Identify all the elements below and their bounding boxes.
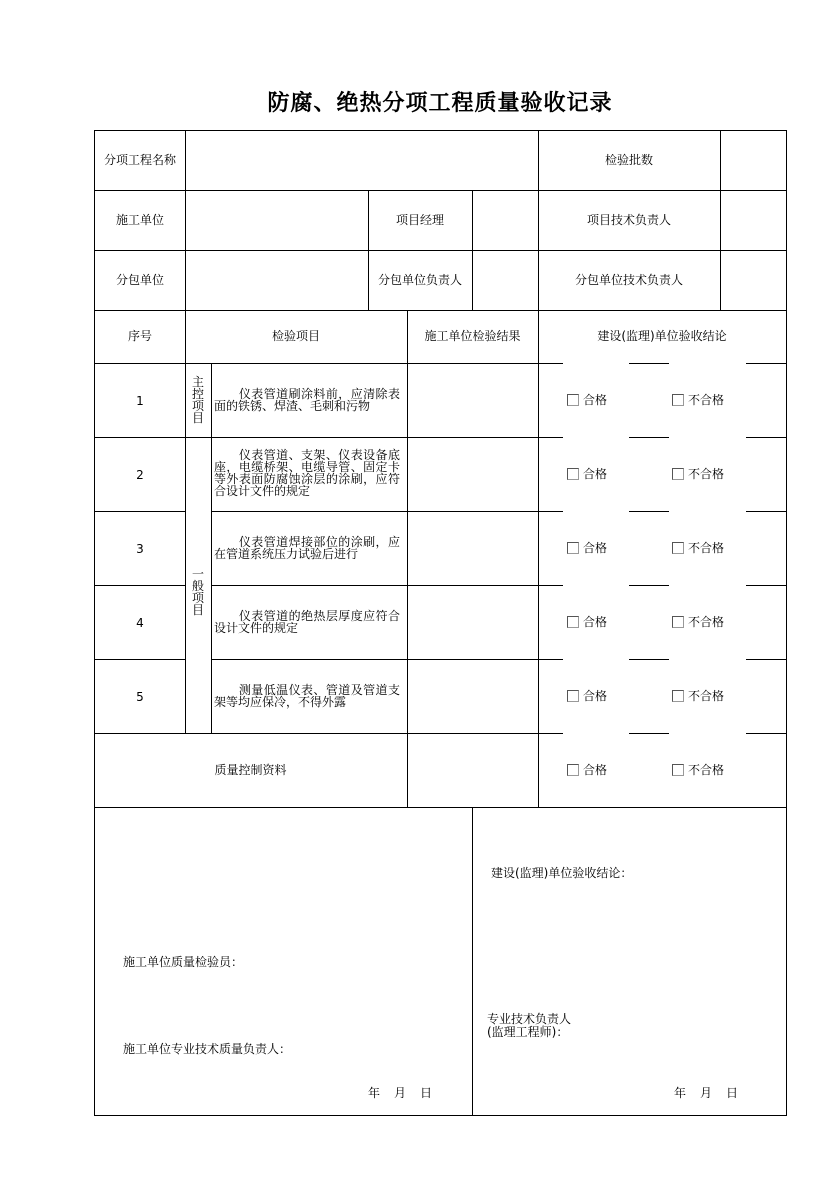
fail-label: 不合格	[688, 689, 725, 703]
sub-project-name-label: 分项工程名称	[103, 153, 176, 167]
pass-checkbox[interactable]	[567, 468, 579, 480]
pass-label: 合格	[583, 393, 608, 407]
col-result-header: 施工单位检验结果	[424, 329, 521, 343]
quality-lead-label: 施工单位专业技术质量负责人：	[123, 1042, 292, 1056]
contractor-field[interactable]	[185, 213, 368, 227]
pass-label: 合格	[583, 615, 608, 629]
row-seq: 2	[136, 468, 144, 482]
pass-checkbox[interactable]	[567, 394, 579, 406]
fail-checkbox[interactable]	[672, 468, 684, 480]
pass-label: 合格	[583, 541, 608, 555]
pass-label: 合格	[583, 689, 608, 703]
sub-tech-lead-label: 分包单位技术负责人	[574, 273, 683, 287]
sub-tech-lead-field[interactable]	[720, 273, 786, 287]
sub-project-name-field[interactable]	[185, 153, 538, 167]
inspector-label: 施工单位质量检验员：	[123, 955, 244, 969]
pass-label: 合格	[583, 763, 608, 777]
batch-count-field[interactable]	[720, 153, 786, 167]
project-manager-label: 项目经理	[395, 213, 444, 227]
fail-label: 不合格	[688, 393, 725, 407]
row-seq: 5	[136, 690, 144, 704]
fail-label: 不合格	[688, 615, 725, 629]
row-item-text: 仪表管道的绝热层厚度应符合设计文件的规定	[214, 609, 400, 635]
fail-checkbox[interactable]	[672, 764, 684, 776]
row-seq: 3	[136, 542, 144, 556]
fail-label: 不合格	[688, 541, 725, 555]
supervisor-label-1: 专业技术负责人	[487, 1012, 572, 1026]
batch-count-label: 检验批数	[604, 153, 653, 167]
date-left: 年 月 日	[368, 1086, 434, 1100]
sub-lead-label: 分包单位负责人	[377, 273, 462, 287]
date-right: 年 月 日	[674, 1086, 740, 1100]
fail-checkbox[interactable]	[672, 542, 684, 554]
fail-checkbox[interactable]	[672, 394, 684, 406]
tech-lead-label: 项目技术负责人	[586, 213, 671, 227]
sub-lead-field[interactable]	[472, 273, 538, 287]
pass-checkbox[interactable]	[567, 542, 579, 554]
fail-checkbox[interactable]	[672, 616, 684, 628]
col-seq-header: 序号	[127, 329, 152, 343]
quality-docs-label: 质量控制资料	[214, 763, 287, 777]
subcontractor-field[interactable]	[185, 273, 368, 287]
row-item-text: 仪表管道刷涂料前，应清除表面的铁锈、焊渣、毛刺和污物	[214, 387, 400, 413]
project-manager-field[interactable]	[472, 213, 538, 227]
pass-checkbox[interactable]	[567, 616, 579, 628]
group-main-label: 主控项目	[191, 375, 204, 425]
contractor-label: 施工单位	[115, 213, 164, 227]
fail-checkbox[interactable]	[672, 690, 684, 702]
row-item-text: 仪表管道、支架、仪表设备底座，电缆桥架、电缆导管、固定卡等外表面防腐蚀涂层的涂刷，应符合设计文件的规定	[214, 448, 400, 498]
row-seq: 4	[136, 616, 144, 630]
page-title: 防腐、绝热分项工程质量验收记录	[267, 91, 613, 116]
row-item-text: 仪表管道焊接部位的涂刷，应在管道系统压力试验后进行	[214, 535, 400, 561]
pass-checkbox[interactable]	[567, 764, 579, 776]
group-general-label: 一般项目	[191, 567, 204, 617]
subcontractor-label: 分包单位	[115, 273, 164, 287]
row-item-text: 测量低温仪表、管道及管道支架等均应保冷，不得外露	[214, 683, 400, 709]
row-seq: 1	[136, 394, 144, 408]
fail-label: 不合格	[688, 763, 725, 777]
conclusion-label: 建设(监理)单位验收结论：	[491, 866, 633, 880]
col-conclusion-header: 建设(监理)单位验收结论	[597, 329, 727, 343]
supervisor-label-2: (监理工程师)：	[487, 1025, 569, 1039]
fail-label: 不合格	[688, 467, 725, 481]
tech-lead-field[interactable]	[720, 213, 786, 227]
col-item-header: 检验项目	[271, 329, 320, 343]
pass-label: 合格	[583, 467, 608, 481]
pass-checkbox[interactable]	[567, 690, 579, 702]
